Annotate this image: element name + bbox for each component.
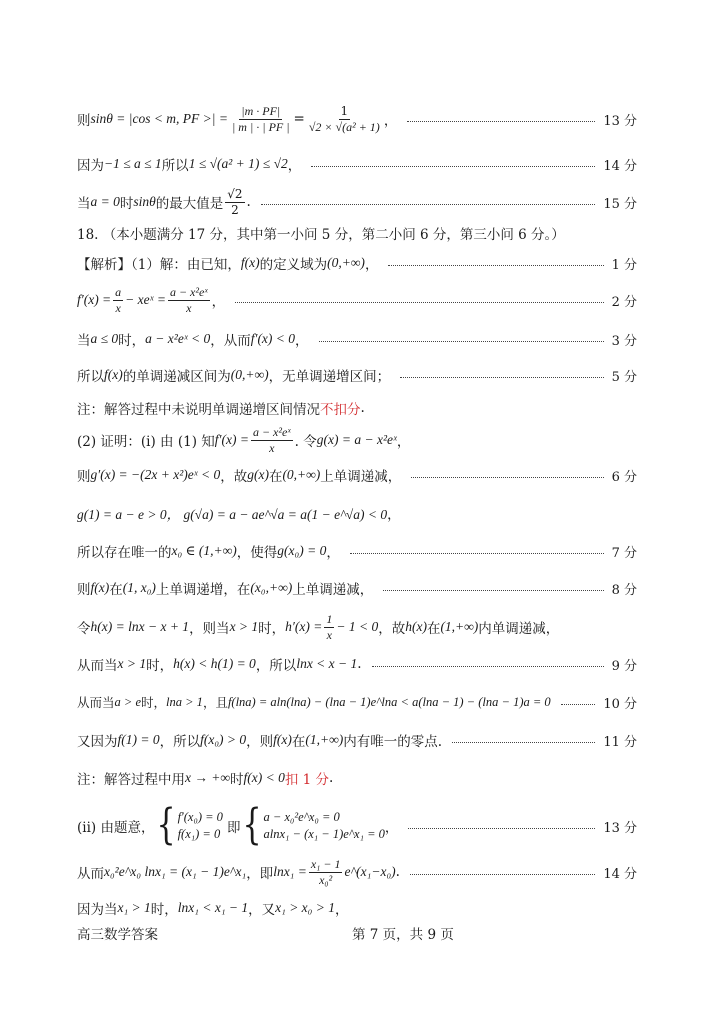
solution-line-17: [77, 689, 637, 715]
math-expression: sinθ = |cos < m, PF >| =: [90, 111, 228, 126]
solution-line-10: [77, 423, 637, 457]
math-expression: g′(x) = −(2x + x²)eˣ < 0: [90, 467, 221, 482]
line-text: ，故: [220, 469, 248, 485]
math-expression: h(x) < h(1) = 0: [173, 656, 256, 671]
dot-leader: [350, 553, 604, 554]
score-label: 11 分: [603, 734, 637, 750]
line-text: 因为: [77, 158, 104, 174]
line-text: 所以: [161, 158, 189, 174]
solution-line-2: [77, 151, 637, 177]
fraction-denominator: x: [326, 627, 332, 642]
dot-leader: [235, 302, 603, 303]
line-text: 令: [77, 621, 91, 637]
line-text: 时: [119, 196, 134, 212]
line-text: 则: [77, 469, 91, 485]
line-text: 时，: [258, 621, 286, 637]
line-end: .: [360, 400, 365, 416]
math-expression: (1,+∞): [305, 732, 344, 747]
problem-title: 18. （本小题满分 17 分，其中第一小问 5 分，第二小问 6 分，第三小问 6 分。）: [77, 227, 565, 243]
left-brace: {: [156, 800, 176, 850]
fraction: [113, 286, 123, 314]
line-text: 【解析】（1）解：由已知，: [77, 257, 241, 273]
solution-line-5: [77, 250, 637, 276]
math-expression: a = 0: [90, 194, 120, 209]
line-text: 上单调递减，: [292, 582, 374, 598]
line-text: 时，: [146, 658, 174, 674]
line-text: 时，: [150, 902, 178, 918]
solution-line-16: [77, 651, 637, 677]
note-text: 时: [229, 772, 244, 788]
math-expression: x₀ ∈ (1,+∞): [171, 543, 237, 558]
solution-line-14: [77, 575, 637, 601]
line-text: ，所以: [255, 658, 297, 674]
math-expression: x₀²e^x₀ lnx₁ = (x₁ − 1)e^x₁: [104, 864, 247, 879]
solution-line-6: [77, 283, 637, 317]
footer-page-number: 第 7 页，共 9 页: [352, 927, 454, 943]
line-text: 又因为: [77, 734, 118, 750]
line-text: 的最大值是: [155, 196, 224, 212]
note-text: 注：解答过程中用: [77, 772, 185, 788]
line-text: 当: [77, 333, 91, 349]
score-label: 13 分: [603, 820, 637, 836]
fraction-numerator: a − x²eˣ: [169, 284, 208, 299]
math-expression: − xeˣ =: [125, 292, 166, 307]
line-end: ，: [334, 902, 349, 918]
line-text: 所以: [77, 369, 104, 385]
fraction: [324, 613, 334, 641]
line-text: ，所以: [159, 734, 201, 750]
math-expression: lnx < x − 1: [296, 656, 358, 671]
line-text: 上单调递减，: [320, 469, 402, 485]
math-expression: x₁ > 1: [117, 900, 151, 915]
dot-leader: [319, 341, 604, 342]
math-expression: h′(x) =: [285, 619, 323, 634]
solution-line-18: [77, 727, 637, 753]
math-expression: a − x²eˣ < 0: [145, 331, 211, 346]
dot-leader: [311, 166, 595, 167]
line-text: ，无单调递增区间；: [268, 369, 391, 385]
math-expression: (0,+∞): [282, 467, 321, 482]
fraction-denominator: x: [186, 300, 192, 315]
equation-row: f′(x₀) = 0: [177, 809, 223, 824]
line-text: 时，: [118, 333, 146, 349]
line-end: .: [395, 864, 400, 880]
solution-line-11: [77, 462, 637, 488]
score-label: 8 分: [611, 582, 637, 598]
line-text: ，使得: [236, 545, 278, 561]
math-expression: h(x): [405, 619, 427, 634]
math-expression: g(x) = a − x²eˣ: [316, 432, 397, 447]
math-expression: f(1) = 0: [117, 732, 160, 747]
score-label: 6 分: [611, 469, 637, 485]
math-expression: − 1 < 0: [336, 619, 379, 634]
line-text: 当: [77, 196, 91, 212]
note-highlight: 扣 1 分: [284, 772, 329, 788]
math-expression: f(x): [273, 732, 292, 747]
fraction: [251, 426, 293, 454]
solution-line-15: [77, 610, 637, 644]
math-expression: f(x₀) > 0: [200, 732, 247, 747]
math-expression: −1 ≤ a ≤ 1: [104, 156, 162, 171]
math-expression: f(x): [104, 367, 123, 382]
dot-leader: [561, 704, 596, 705]
math-expression: (1, x₀): [122, 580, 156, 595]
dot-leader: [388, 265, 603, 266]
equation-system: [178, 809, 223, 844]
line-text: 则: [77, 582, 91, 598]
line-text: 从而当: [77, 695, 115, 710]
line-text: 的单调递减区间为: [122, 369, 231, 385]
solution-line-12: [77, 500, 637, 526]
math-expression: x → +∞: [185, 770, 230, 785]
dot-leader: [261, 204, 595, 205]
equation-row: f(x₁) = 0: [177, 827, 221, 841]
fraction-numerator: √2: [227, 186, 243, 201]
dot-leader: [408, 828, 595, 829]
line-text: 时，: [141, 695, 167, 710]
left-brace: {: [242, 800, 262, 850]
math-expression: x₁ > x₀ > 1: [275, 900, 335, 915]
math-expression: (0,+∞): [327, 255, 365, 270]
math-expression: x > 1: [229, 619, 259, 634]
math-expression: f′(x) =: [214, 432, 249, 447]
fraction-denominator: | m | · | PF |: [232, 119, 290, 134]
fraction-numerator: 1: [326, 611, 333, 626]
solution-line-22: [77, 895, 637, 921]
math-expression: (0,+∞): [230, 367, 269, 382]
fraction-numerator: |m · PF|: [241, 103, 281, 118]
dot-leader: [410, 874, 595, 875]
dot-leader: [407, 121, 595, 122]
line-text: ，从而: [210, 333, 251, 349]
line-text: 上单调递增，在: [155, 582, 251, 598]
line-end: ，: [211, 294, 226, 310]
equation-row: a − x₀²e^x₀ = 0: [263, 809, 340, 824]
line-text: 因为当: [77, 902, 118, 918]
score-label: 14 分: [603, 866, 637, 882]
solution-line-20: [77, 802, 637, 850]
line-end: ，: [326, 545, 340, 561]
score-label: 7 分: [611, 545, 637, 561]
line-end: ，: [364, 257, 379, 273]
line-text: ，则当: [189, 621, 230, 637]
score-label: 1 分: [611, 257, 637, 273]
line-text: 所以存在唯一的: [77, 545, 172, 561]
score-label: 9 分: [611, 658, 637, 674]
math-expression: a > e: [114, 694, 141, 709]
line-end: ，: [287, 158, 302, 174]
line-end: ，: [295, 333, 309, 349]
dot-leader: [383, 590, 603, 591]
line-text: ，则: [246, 734, 274, 750]
fraction-denominator: 2: [231, 202, 239, 217]
math-expression: g(x): [247, 467, 269, 482]
score-label: 2 分: [611, 294, 637, 310]
score-label: 10 分: [603, 696, 637, 712]
fraction-denominator: x₀²: [319, 872, 333, 887]
solution-line-13: [77, 538, 637, 564]
line-end: .: [329, 770, 334, 786]
line-end: ，: [387, 507, 401, 523]
line-text: ，且: [202, 695, 228, 710]
grading-note-2: [77, 765, 637, 791]
score-label: 15 分: [603, 196, 637, 212]
math-expression: f′(x) < 0: [250, 331, 296, 346]
math-expression: g(x₀) = 0: [277, 543, 327, 558]
math-expression: lna > 1: [166, 694, 203, 709]
fraction: [307, 105, 382, 133]
math-expression: (x₀,+∞): [250, 580, 293, 595]
math-expression: f(lna) = aln(lna) − (lna − 1)e^lna < a(lna − 1) − (lna − 1)a = 0: [227, 694, 551, 709]
score-label: 3 分: [611, 333, 637, 349]
equation-system: [264, 809, 385, 844]
math-expression: sinθ: [133, 194, 156, 209]
line-text: 即: [226, 820, 241, 836]
note-text: 注：解答过程中未说明单调递增区间情况: [77, 402, 320, 418]
line-text: (2) 证明：(i) 由 (1) 知: [77, 434, 215, 450]
line-text: ，又: [248, 902, 276, 918]
fraction-denominator: x: [115, 300, 121, 315]
line-text: 从而: [77, 866, 104, 882]
dot-leader: [411, 477, 603, 478]
line-text: 在: [109, 582, 123, 598]
line-text: ，即: [246, 866, 274, 882]
line-text: 内单调递减，: [478, 621, 560, 637]
fraction: [230, 105, 292, 133]
note-highlight: 不扣分: [320, 402, 361, 418]
dot-leader: [372, 666, 604, 667]
line-text: 的定义域为: [259, 257, 328, 273]
solution-line-3: [77, 185, 637, 219]
problem-header: [77, 220, 637, 246]
line-end: ，: [383, 113, 398, 129]
line-end: .: [246, 194, 251, 210]
math-expression: e^(x₁−x₀): [344, 864, 396, 879]
line-end: .: [357, 656, 362, 672]
fraction-denominator: √2 × √(a² + 1): [308, 119, 380, 134]
dot-leader: [452, 742, 595, 743]
math-expression: f(x) < 0: [243, 770, 285, 785]
math-expression: lnx₁ < x₁ − 1: [177, 900, 249, 915]
line-text: 在: [291, 734, 306, 750]
math-equals: =: [293, 111, 305, 127]
line-end: ，: [396, 434, 411, 450]
fraction: [168, 286, 210, 314]
line-text: 从而当: [77, 658, 118, 674]
line-text: ，故: [378, 621, 406, 637]
math-expression: f′(x) =: [77, 292, 112, 307]
math-expression: (1,+∞): [440, 619, 479, 634]
line-text: . 令: [294, 434, 317, 450]
fraction-numerator: x₁ − 1: [310, 856, 341, 871]
fraction-numerator: a − x²eˣ: [252, 424, 291, 439]
math-expression: x > 1: [117, 656, 147, 671]
math-expression: f(x): [90, 580, 110, 595]
score-label: 14 分: [603, 158, 637, 174]
math-expression: a ≤ 0: [90, 331, 119, 346]
solution-line-8: [77, 362, 637, 388]
fraction-denominator: x: [269, 440, 275, 455]
fraction-numerator: 1: [340, 103, 349, 118]
fraction-numerator: a: [115, 284, 122, 299]
dot-leader: [400, 377, 604, 378]
math-expression: 1 ≤ √(a² + 1) ≤ √2: [188, 156, 288, 171]
math-expression: h(x) = lnx − x + 1: [90, 619, 190, 634]
math-expression: lnx₁ =: [273, 864, 307, 879]
line-text: (ii) 由题意，: [77, 820, 155, 836]
solution-line-1: [77, 102, 637, 136]
fraction: [309, 858, 343, 886]
fraction: [225, 188, 244, 216]
line-text: 在: [426, 621, 441, 637]
line-end: ，: [384, 820, 399, 836]
solution-line-7: [77, 326, 637, 352]
equation-row: alnx₁ − (x₁ − 1)e^x₁ = 0: [263, 827, 385, 841]
score-label: 13 分: [603, 113, 637, 129]
math-expression: g(1) = a − e > 0， g(√a) = a − ae^√a = a(1 − e^√a) < 0: [77, 507, 388, 522]
score-label: 5 分: [611, 369, 637, 385]
line-text: 内有唯一的零点.: [343, 734, 443, 750]
line-text: 在: [268, 469, 283, 485]
solution-line-21: [77, 855, 637, 889]
math-expression: f(x): [240, 255, 260, 270]
grading-note-1: [77, 395, 637, 421]
line-text: 则: [77, 113, 91, 129]
footer-document-title: 高三数学答案: [77, 927, 158, 943]
